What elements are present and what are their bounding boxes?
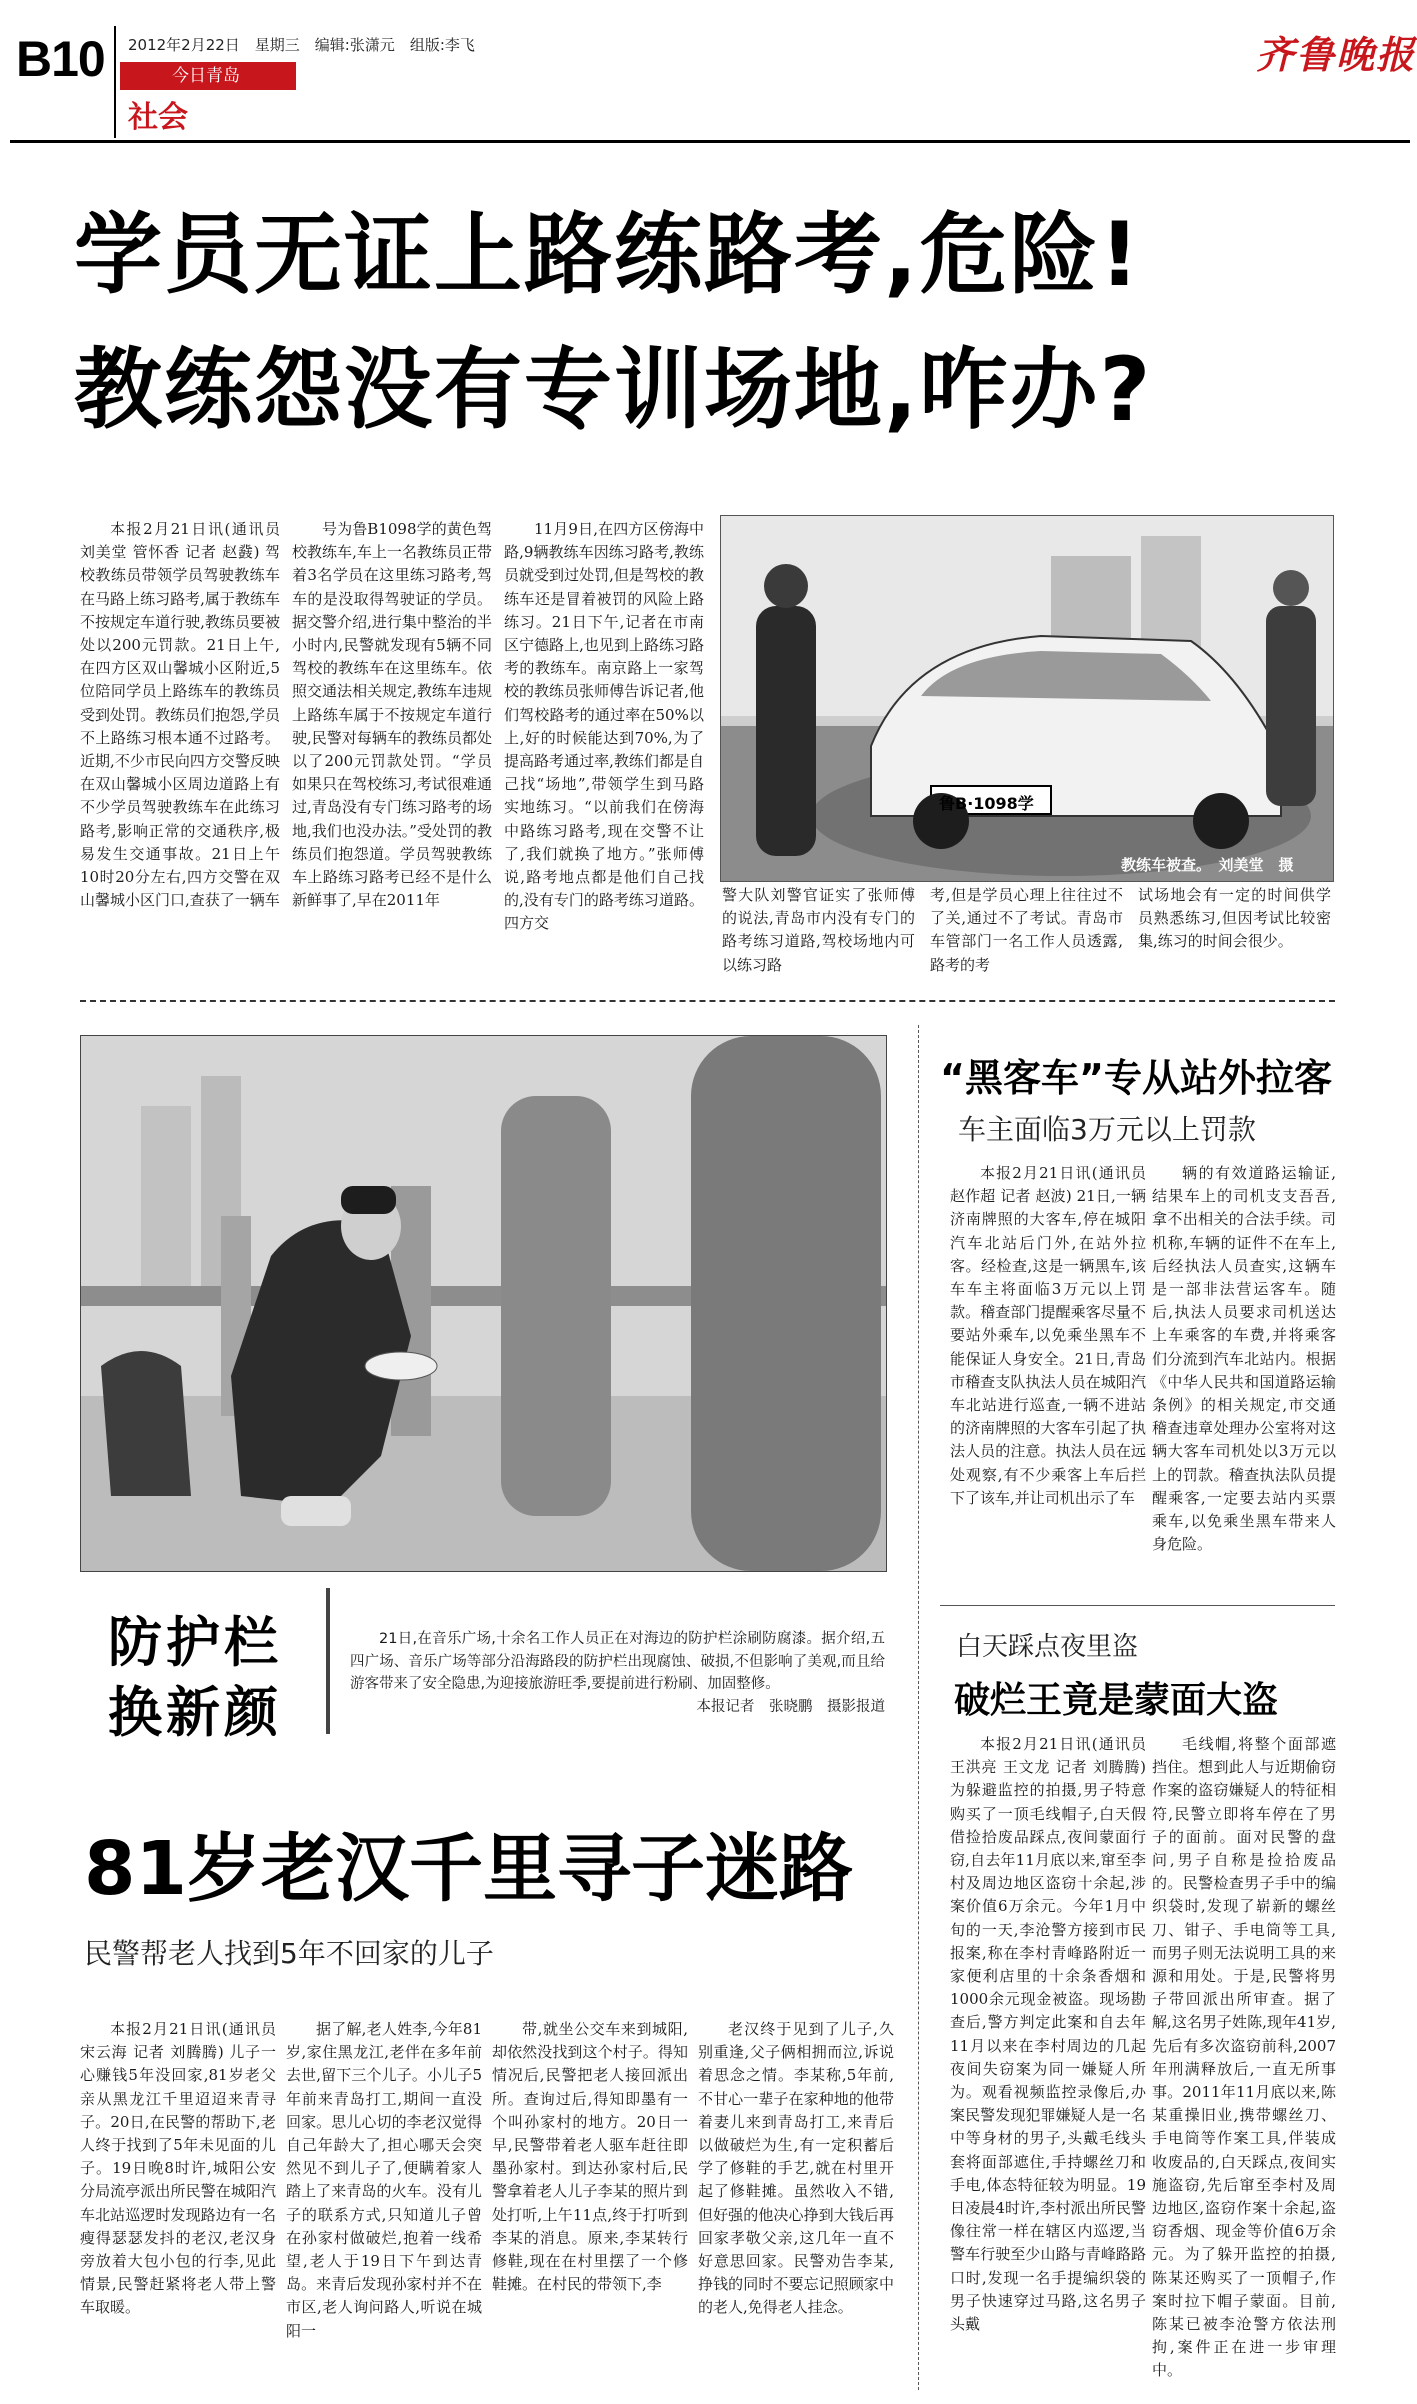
page-number: B10 [16,31,105,87]
section-divider [80,1000,1335,1002]
guardrail-photo [80,1035,887,1572]
date-line: 2012年2月22日 星期三 编辑:张潇元 组版:李飞 [128,36,475,54]
article4-column-2: 毛线帽,将整个面部遮挡住。想到此人与近期偷窃作案的盗窃嫌疑人的特征相符,民警立即将车停在了男子的面前。面对民警的盘问,男子自称是捡拾废品的。民警检查男子手中的编织袋时,发现了崭新的螺丝刀、钳子、手电筒等工具,而男子则无法说明工具的来源和用处。于是,民警将男子带回派出所审查。据了解,这名男子姓陈,现年41岁,先后有多次盗窃前科,2007年刑满释放后,一直无所事事。2011年11月底以来,陈某重操旧业,携带螺丝刀、手电筒等作案工具,伴装成收废品的,白天踩点,夜间实施盗窃,先后窜至李村及周边地区,盗窃作案十余起,盗窃香烟、现金等价值6万余元。为了躲开监控的拍摄,陈某还购买了一顶帽子,作案时拉下帽子蒙面。目前,陈某已被李沧警方依法刑拘,案件正在进一步审理中。 [1152,1735,1336,2380]
article3-subheadline: 车主面临3万元以上罚款 [958,1113,1256,1146]
photo-story-caption: 21日,在音乐广场,十余名工作人员正在对海边的防护栏涂刷防腐漆。据介绍,五四广场、音乐广场等部分沿海路段的防护栏出现腐蚀、破损,不但影响了美观,而且给游客带来了安全隐患,为迎接旅游旺季,要提前进行粉刷、加固整修。 本报记者 张晓鹏 摄影报道 [350,1631,885,1715]
training-car-illustration [721,516,1333,881]
photo-caption: 教练车被查。 刘美堂 摄 [1121,856,1294,874]
article1-headline-line2: 教练怨没有专训场地,咋办? [74,338,1153,441]
article4-headline: 破烂王竟是蒙面大盗 [954,1680,1279,1721]
article2-column-3: 带,就坐公交车来到城阳,却依然没找到这个村子。得知情况后,民警把老人接回派出所。查询过后,得知即墨有一个叫孙家村的地方。20日一早,民警带着老人驱车赶往即墨孙家村。到达孙家村后,民警拿着老人儿子李某的照片到处打听,上午11点,终于打听到李某的消息。原来,李某转行修鞋,现在在村里摆了一个修鞋摊。在村民的带领下,李 [492,2020,688,2294]
article1-headline-line1: 学员无证上路练路考,危险! [74,203,1142,306]
article1-column-3: 11月9日,在四方区傍海中路,9辆教练车因练习路考,教练员就受到过处罚,但是驾校的教练车还是冒着被罚的风险上路练习。21日下午,记者在市南区宁德路上,也见到上路练习路考的教练车。南京路上一家驾校的教练员张师傅告诉记者,他们驾校路考的通过率在50%以上,好的时候能达到70%,为了提高路考通过率,教练们都是自己找“场地”,带领学生到马路实地练习。“以前我们在傍海中路练习路考,现在交警不让了,我们就换了地方。”张师傅说,路考地点都是他们自己找的,没有专门的路考练习道路。四方交 [504,520,704,933]
right-column-divider [918,1025,919,2390]
article2-column-1: 本报2月21日讯(通讯员 宋云海 记者 刘腾腾) 儿子一心赚钱5年没回家,81岁老父亲从黑龙江千里迢迢来青寻子。20日,在民警的帮助下,老人终于找到了5年未见面的儿子。19日晚8时许,城阳公安分局流亭派出所民警在城阳汽车北站巡逻时发现路边有一名瘦得瑟瑟发抖的老汉,老汉身旁放着大包小包的行李,见此情景,民警赶紧将老人带上警车取暖。 [80,2020,276,2317]
article1-continued-1: 警大队刘警官证实了张师傅的说法,青岛市内没有专门的路考练习道路,驾校场地内可以练习路 [722,886,915,974]
photo-story-bar [326,1588,330,1734]
article1-column-1: 本报2月21日讯(通讯员 刘美堂 管怀香 记者 赵鼗) 驾校教练员带领学员驾驶教练车在马路上练习路考,属于教练车不按规定车道行驶,教练员要被处以200元罚款。21日上午,在四方区双山馨城小区附近,5位陪同学员上路练车的教练员受到处罚。教练员们抱怨,学员不上路练习根本通不过路考。近期,不少市民向四方交警反映在双山馨城小区周边道路上有不少学员驾驶教练车在此练习路考,影响正常的交通秩序,极易发生交通事故。21日上午10时20分左右,四方交警在双山馨城小区门口,查获了一辆车 [80,520,280,910]
article1-column-2: 号为鲁B1098学的黄色驾校教练车,车上一名教练员正带着3名学员在这里练习路考,驾车的是没取得驾驶证的学员。据交警介绍,进行集中整治的半小时内,民警就发现有5辆不同驾校的教练车在这里练车。依照交通法相关规定,教练车违规上路练车属于不按规定车道行驶,民警对每辆车的教练员都处以了200元罚款处罚。“学员如果只在驾校练习,考试很难通过,青岛没有专门练习路考的场地,我们也没办法。”受处罚的教练员们抱怨道。学员驾驶教练车上路练习路考已经不是什么新鲜事了,早在2011年 [292,520,492,910]
article2-column-4: 老汉终于见到了儿子,久别重逢,父子俩相拥而泣,诉说着思念之情。李某称,5年前,不甘心一辈子在家种地的他带着妻儿来到青岛打工,来青后以做破烂为生,有一定积蓄后学了修鞋的手艺,就在村里开起了修鞋摊。虽然收入不错,但好强的他决心挣到大钱后再回家孝敬父亲,这几年一直不好意思回家。民警劝告李某,挣钱的同时不要忘记照顾家中的老人,免得老人挂念。 [698,2020,894,2317]
photo-story-title-line1: 防护栏 [108,1611,282,1674]
article3-column-1: 本报2月21日讯(通讯员 赵作超 记者 赵波) 21日,一辆济南牌照的大客车,停在城阳汽车北站后门外,在站外拉客。经检查,这是一辆黑车,该车车主将面临3万元以上罚款。稽查部门提醒乘客尽量不要站外乘车,以免乘坐黑车不能保证人身安全。21日,青岛市稽查支队执法人员在城阳汽车北站进行巡查,一辆不进站的济南牌照的大客车引起了执法人员的注意。执法人员在远处观察,有不少乘客上车后拦下了该车,并让司机出示了车 [950,1164,1146,1507]
article4-column-1: 本报2月21日讯(通讯员 王洪亮 王文龙 记者 刘腾腾) 为躲避监控的拍摄,男子特意购买了一顶毛线帽子,白天假借捡拾废品踩点,夜间蒙面行窃,自去年11月底以来,窜至李村及周边地区盗窃十余起,涉案价值6万余元。今年1月中旬的一天,李沧警方接到市民报案,称在李村青峰路附近一家便利店里的十余条香烟和1000余元现金被盗。现场勘查后,警方判定此案和自去年11月以来在李村周边的几起夜间失窃案为同一嫌疑人所为。观看视频监控录像后,办案民警发现犯罪嫌疑人是一名中等身材的男子,头戴毛线头套将面部遮住,手持螺丝刀和手电,体态特征较为明显。19日凌晨4时许,李村派出所民警像往常一样在辖区内巡逻,当警车行驶至少山路与青峰路路口时,发现一名手提编织袋的男子快速穿过马路,这名男子头戴 [950,1735,1146,2334]
photo-story-title-line2: 换新颜 [108,1681,282,1744]
article2-column-2: 据了解,老人姓李,今年81岁,家住黑龙江,老伴在多年前去世,留下三个儿子。小儿子5年前来青岛打工,期间一直没回家。思儿心切的李老汉觉得自己年龄大了,担心哪天会突然见不到儿子了,便瞒着家人踏上了来青岛的火车。没有儿子的联系方式,只知道儿子曾在孙家村做破烂,抱着一线希望,老人于19日下午到达青岛。来青后发现孙家村并不在市区,老人询问路人,听说在城阳一 [286,2020,482,2340]
article3-headline: “黑客车”专从站外拉客 [940,1056,1332,1100]
license-plate: 鲁B·1098学 [939,794,1034,813]
right-section-rule [940,1605,1335,1606]
article2-subheadline: 民警帮老人找到5年不回家的儿子 [84,1937,494,1970]
section-tag: 今日青岛 [120,62,296,90]
article3-column-2: 辆的有效道路运输证,结果车上的司机支支吾吾,拿不出相关的合法手续。司机称,车辆的证件不在车上,后经执法人员查实,这辆车是一部非法营运客车。随后,执法人员要求司机送达上车乘客的车费,并将乘客们分流到汽车北站内。根据《中华人民共和国道路运输条例》的相关规定,市交通稽查违章处理办公室将对这辆大客车司机处以3万元以上的罚款。稽查执法队员提醒乘客,一定要去站内买票乘车,以免乘坐黑车带来人身危险。 [1152,1164,1336,1554]
article2-headline: 81岁老汉千里寻子迷路 [84,1826,853,1912]
masthead-divider [114,26,116,138]
article1-continued-2: 考,但是学员心理上往往过不了关,通过不了考试。青岛市车管部门一名工作人员透露,路考的考 [930,886,1123,974]
guardrail-illustration [81,1036,886,1571]
paper-logo: 齐鲁晚报 [1256,32,1417,77]
article1-continued-3: 试场地会有一定的时间供学员熟悉练习,但因考试比较密集,练习的时间会很少。 [1138,886,1331,951]
training-car-photo [720,515,1334,882]
section-name: 社会 [128,100,188,135]
masthead-rule [10,140,1410,143]
article4-kicker: 白天踩点夜里盗 [956,1632,1139,1662]
